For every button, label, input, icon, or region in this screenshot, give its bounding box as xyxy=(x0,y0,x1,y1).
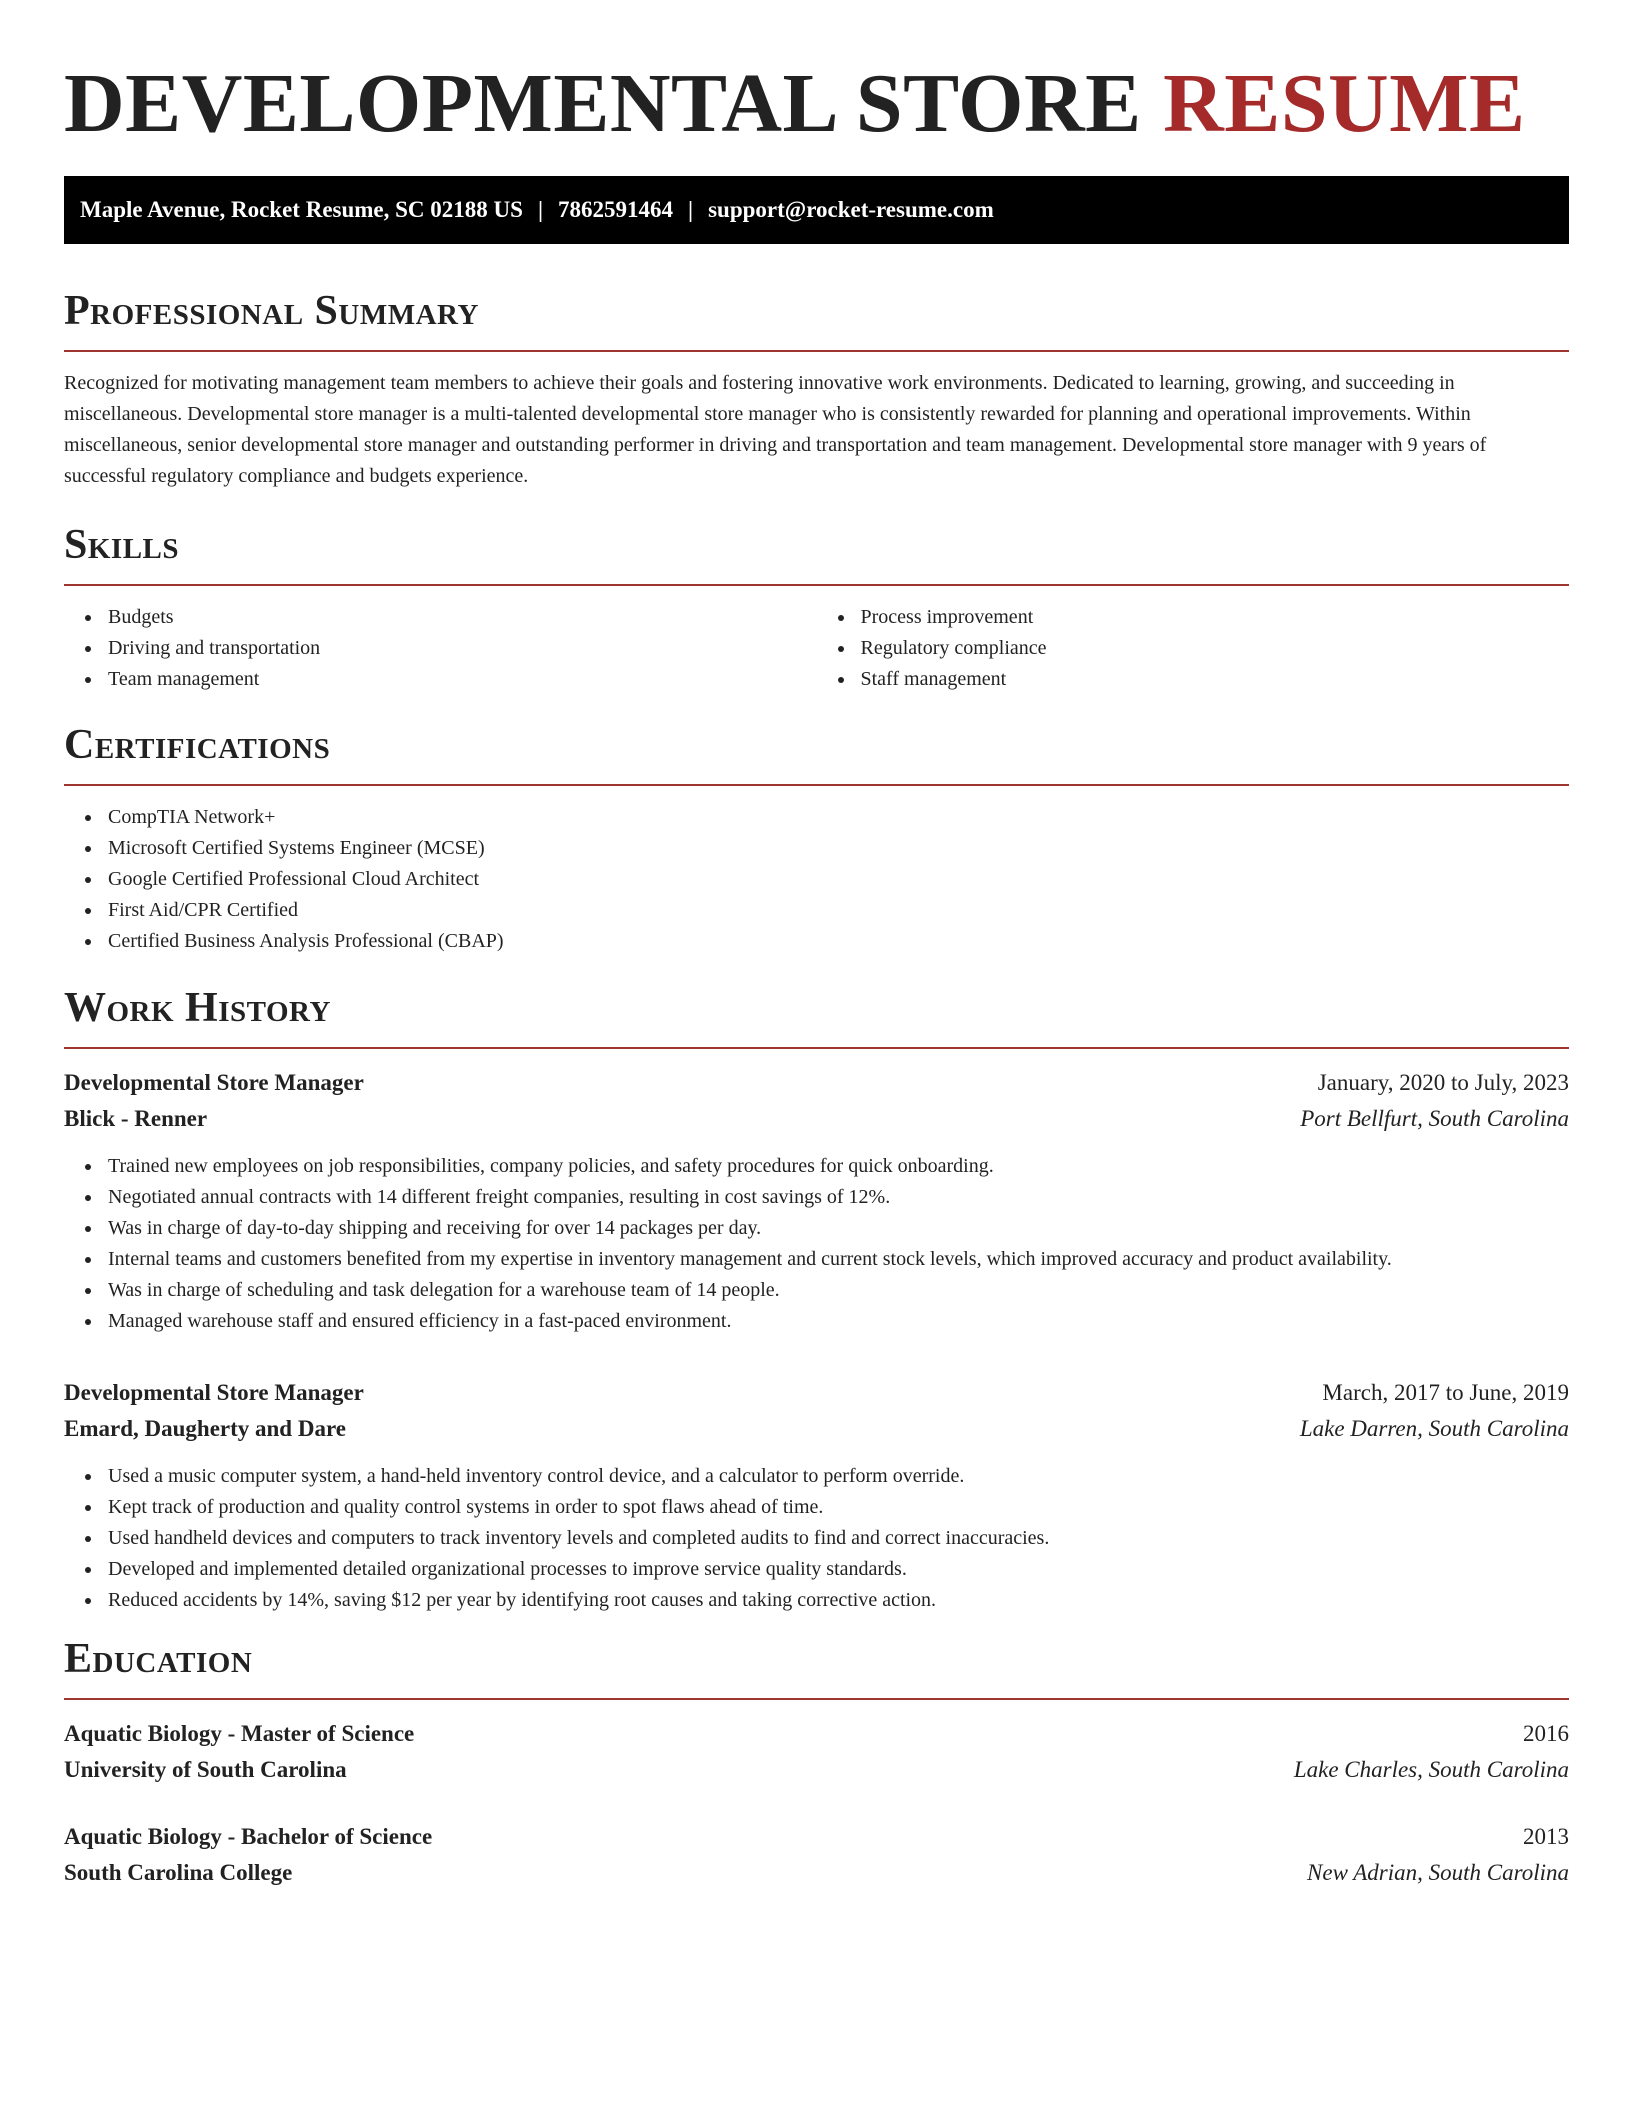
contact-bar xyxy=(64,176,1569,244)
contact-separator: | xyxy=(688,197,694,222)
job-duty: Was in charge of day-to-day shipping and receiving for over 14 packages per day. xyxy=(108,1213,1569,1244)
skills-columns xyxy=(64,586,1569,695)
job-duty: Kept track of production and quality control systems in order to spot flaws ahead of time. xyxy=(108,1492,1569,1523)
section-divider xyxy=(64,1698,1569,1700)
skill-item: Team management xyxy=(108,664,817,695)
skill-item: Driving and transportation xyxy=(108,633,817,664)
job-duty: Trained new employees on job responsibilities, company policies, and safety procedures for quick onboarding. xyxy=(108,1151,1569,1182)
section-divider xyxy=(64,1047,1569,1049)
certification-item: CompTIA Network+ xyxy=(108,802,1569,833)
job-company-row xyxy=(64,1101,1569,1137)
skill-item: Budgets xyxy=(108,602,817,633)
education-header-row xyxy=(64,1819,1569,1855)
job-company: Blick - Renner xyxy=(64,1106,208,1131)
resume-title xyxy=(64,56,1526,152)
skill-item: Staff management xyxy=(861,664,1570,695)
education-school-row xyxy=(64,1855,1569,1891)
education-school-row xyxy=(64,1752,1569,1788)
job-title: Developmental Store Manager xyxy=(64,1380,364,1405)
summary-section xyxy=(64,286,1569,492)
certifications-heading: Certifications xyxy=(64,722,331,768)
work-history-heading: Work History xyxy=(64,985,331,1031)
job-entry xyxy=(64,1065,1569,1337)
skills-list-right xyxy=(817,602,1570,695)
contact-phone: 7862591464 xyxy=(558,197,674,222)
certification-item: Microsoft Certified Systems Engineer (MCSE) xyxy=(108,833,1569,864)
certification-item: Certified Business Analysis Professional (CBAP) xyxy=(108,926,1569,957)
job-duty: Reduced accidents by 14%, saving $12 per year by identifying root causes and taking corrective action. xyxy=(108,1585,1569,1616)
title-accent: RESUME xyxy=(1163,57,1526,150)
education-section xyxy=(64,1634,1569,1891)
job-duties-list xyxy=(64,1151,1569,1337)
education-degree: Aquatic Biology - Bachelor of Science xyxy=(64,1824,433,1849)
job-header-row xyxy=(64,1375,1569,1411)
education-location: New Adrian, South Carolina xyxy=(1307,1860,1569,1885)
job-company: Emard, Daugherty and Dare xyxy=(64,1416,346,1441)
skill-item: Process improvement xyxy=(861,602,1570,633)
education-heading: Education xyxy=(64,1636,253,1682)
section-divider xyxy=(64,784,1569,786)
skill-item: Regulatory compliance xyxy=(861,633,1570,664)
job-dates: March, 2017 to June, 2019 xyxy=(1322,1380,1569,1405)
education-header-row xyxy=(64,1716,1569,1752)
work-history-section xyxy=(64,983,1569,1616)
job-duty: Used a music computer system, a hand-held inventory control device, and a calculator to perform override. xyxy=(108,1461,1569,1492)
education-year: 2013 xyxy=(1523,1824,1569,1849)
job-company-row xyxy=(64,1411,1569,1447)
certifications-section xyxy=(64,720,1569,957)
job-duties-list xyxy=(64,1461,1569,1616)
job-duty: Developed and implemented detailed organizational processes to improve service quality standards. xyxy=(108,1554,1569,1585)
job-location: Lake Darren, South Carolina xyxy=(1299,1416,1569,1441)
job-duty: Was in charge of scheduling and task delegation for a warehouse team of 14 people. xyxy=(108,1275,1569,1306)
job-entry xyxy=(64,1375,1569,1616)
certifications-list xyxy=(64,802,1569,957)
education-school: University of South Carolina xyxy=(64,1757,347,1782)
education-year: 2016 xyxy=(1523,1721,1569,1746)
job-location: Port Bellfurt, South Carolina xyxy=(1300,1106,1569,1131)
certification-item: Google Certified Professional Cloud Architect xyxy=(108,864,1569,895)
skills-heading: Skills xyxy=(64,522,180,568)
certification-item: First Aid/CPR Certified xyxy=(108,895,1569,926)
skills-list-left xyxy=(64,602,817,695)
contact-address: Maple Avenue, Rocket Resume, SC 02188 US xyxy=(80,197,523,222)
education-location: Lake Charles, South Carolina xyxy=(1293,1757,1569,1782)
skills-section xyxy=(64,520,1569,695)
job-duty: Internal teams and customers benefited from my expertise in inventory management and current stock levels, which improved accuracy and product availability. xyxy=(108,1244,1569,1275)
job-duty: Negotiated annual contracts with 14 different freight companies, resulting in cost savings of 12%. xyxy=(108,1182,1569,1213)
education-entry xyxy=(64,1716,1569,1788)
job-title: Developmental Store Manager xyxy=(64,1070,364,1095)
contact-separator: | xyxy=(537,197,544,222)
summary-heading: Professional Summary xyxy=(64,288,479,334)
job-header-row xyxy=(64,1065,1569,1101)
job-dates: January, 2020 to July, 2023 xyxy=(1317,1070,1569,1095)
title-main: DEVELOPMENTAL STORE xyxy=(64,57,1142,150)
summary-text: Recognized for motivating management team members to achieve their goals and fostering innovative work environments. Dedicated to learning, growing, and succeeding in miscellaneous. Developmental store manager is a multi-talented developmental store manager who is consistently rewarded for planning and operational improvements. Within miscellaneous, senior developmental store manager and outstanding performer in driving and transportation and team management. Developmental store manager with 9 years of successful regulatory compliance and budgets experience. xyxy=(64,372,1487,487)
education-degree: Aquatic Biology - Master of Science xyxy=(64,1721,415,1746)
education-entry xyxy=(64,1819,1569,1891)
contact-email: support@rocket-resume.com xyxy=(708,197,994,222)
job-duty: Managed warehouse staff and ensured efficiency in a fast-paced environment. xyxy=(108,1306,1569,1337)
education-school: South Carolina College xyxy=(64,1860,293,1885)
section-divider xyxy=(64,350,1569,352)
job-duty: Used handheld devices and computers to track inventory levels and completed audits to find and correct inaccuracies. xyxy=(108,1523,1569,1554)
